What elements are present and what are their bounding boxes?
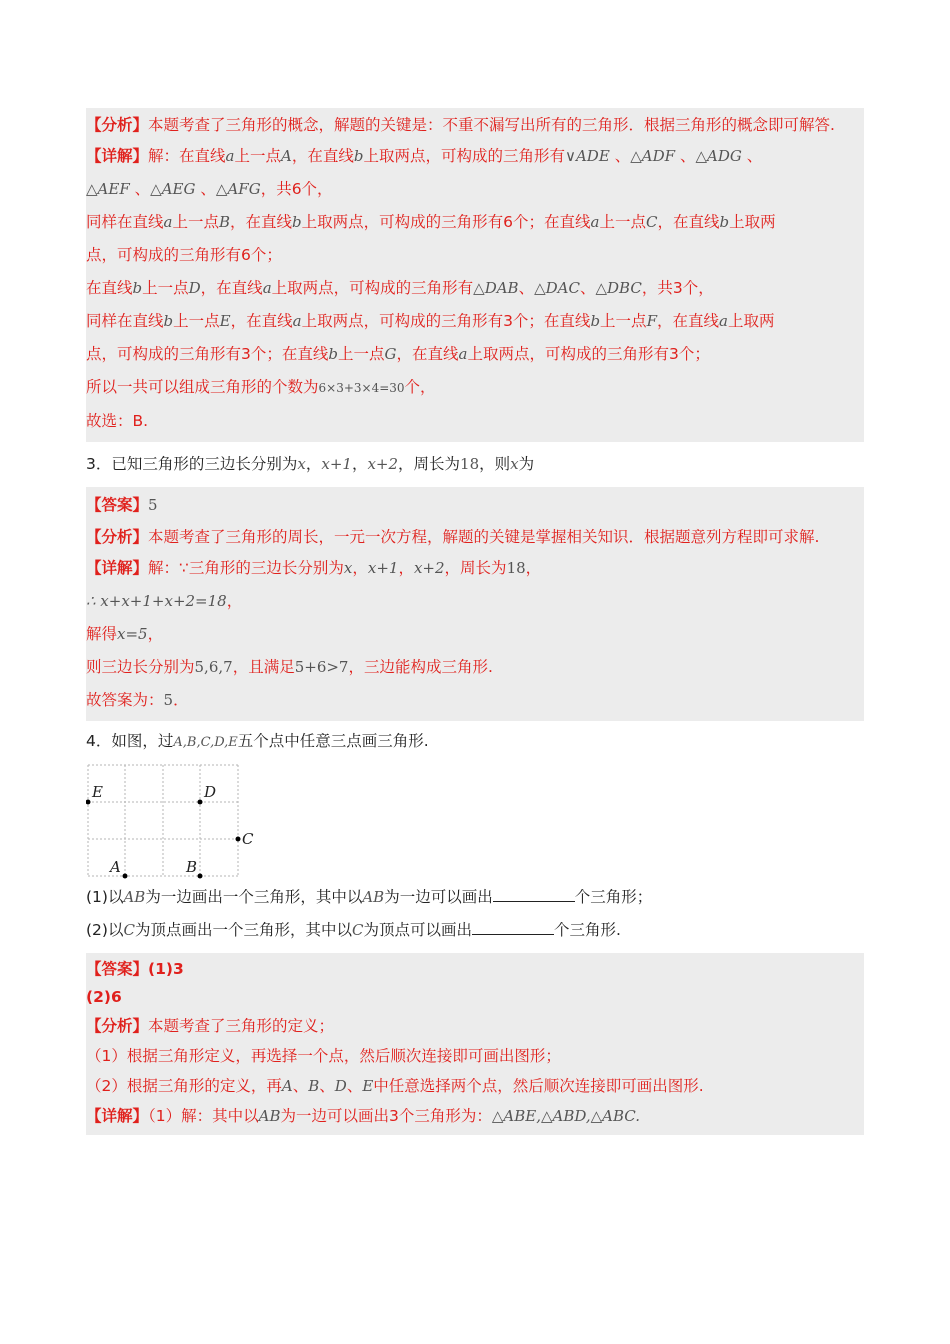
answer-line-1: 【答案】(1)3 xyxy=(86,960,184,978)
point-b xyxy=(198,874,203,879)
detail-line-5: 在直线b上一点D，在直线a上取两点，可构成的三角形有△DAB、△DAC、△DBC，共3个， xyxy=(86,279,714,297)
detail-line-1: 【详解】解：∵三角形的三边长分别为x，x+1，x+2，周长为18， xyxy=(86,559,542,577)
analysis-paragraph: 【分析】本题考查了三角形的周长，一元一次方程，解题的关键是掌握相关知识．根据题意列方程即可求解. xyxy=(86,528,820,546)
analysis-line: 【分析】本题考查了三角形的定义； xyxy=(86,1017,335,1035)
label-b: B xyxy=(186,858,198,876)
solution-block-q4 xyxy=(86,953,864,1135)
solution-block-q3 xyxy=(86,487,864,721)
analysis-tag: 【分析】 xyxy=(86,116,149,134)
detail-line-4: 点，可构成的三角形有6个； xyxy=(86,246,282,264)
analysis-paragraph xyxy=(86,110,864,140)
detail-line: 【详解】（1）解：其中以AB为一边可以画出3个三角形为：△ABE,△ABD,△ABC. xyxy=(86,1107,641,1125)
detail-line-8: 所以一共可以组成三角形的个数为6×3+3×4=30个， xyxy=(86,378,436,396)
equation-line: ∴ x+x+1+x+2=18， xyxy=(86,592,243,610)
detail-line-2: △AEF 、△AEG 、△AFG，共6个， xyxy=(86,180,333,198)
point-a xyxy=(123,874,128,879)
solve-line: 解得x=5， xyxy=(86,625,164,643)
detail-line-6: 同样在直线b上一点E，在直线a上取两点，可构成的三角形有3个；在直线b上一点F，在直线a上取两 xyxy=(86,312,775,330)
final-line: 故答案为：5． xyxy=(86,691,189,709)
detail-line-1: 【详解】解：在直线a上一点A，在直线b上取两点，可构成的三角形有∨ADE 、△ADF 、△ADG 、 xyxy=(86,147,763,165)
label-d: D xyxy=(204,783,217,801)
document-page xyxy=(86,108,864,1135)
solution-block-q2 xyxy=(86,108,864,442)
question-4-part-2: (2)以C为顶点画出一个三角形，其中以C为顶点可以画出 个三角形. xyxy=(86,921,621,939)
label-e: E xyxy=(92,783,103,801)
answer-line: 【答案】5 xyxy=(86,496,158,514)
answer-tag: 【答案】 xyxy=(86,496,149,514)
point-d xyxy=(198,800,203,805)
label-c: C xyxy=(242,830,254,848)
analysis-text: 本题考查了三角形的概念，解题的关键是：不重不漏写出所有的三角形．根据三角形的概念即可解答. xyxy=(148,116,835,134)
answer-line-2: (2)6 xyxy=(86,988,122,1006)
grid-figure xyxy=(86,763,266,881)
detail-line-7: 点，可构成的三角形有3个；在直线b上一点G，在直线a上取两点，可构成的三角形有3个； xyxy=(86,345,710,363)
detail-line-9: 故选：B. xyxy=(86,412,149,430)
analysis-step-2: （2）根据三角形的定义，再A、B、D、E中任意选择两个点，然后顺次连接即可画出图形. xyxy=(86,1077,704,1095)
point-c xyxy=(236,837,241,842)
detail-line-3: 同样在直线a上一点B，在直线b上取两点，可构成的三角形有6个；在直线a上一点C，在直线b上取两 xyxy=(86,213,776,231)
question-3: 3．已知三角形的三边长分别为x，x+1，x+2，周长为18，则x为 xyxy=(86,455,535,473)
question-4-part-1: (1)以AB为一边画出一个三角形，其中以AB为一边可以画出 个三角形； xyxy=(86,888,653,906)
detail-tag: 【详解】 xyxy=(86,147,149,165)
then-line: 则三边长分别为5,6,7，且满足5+6>7，三边能构成三角形. xyxy=(86,658,493,676)
point-e xyxy=(86,800,91,805)
answer-blank-2[interactable] xyxy=(472,920,554,935)
analysis-step-1: （1）根据三角形定义，再选择一个点，然后顺次连接即可画出图形； xyxy=(86,1047,561,1065)
question-4: 4．如图，过A,B,C,D,E五个点中任意三点画三角形. xyxy=(86,732,429,750)
label-a: A xyxy=(110,858,121,876)
answer-blank-1[interactable] xyxy=(493,887,575,902)
